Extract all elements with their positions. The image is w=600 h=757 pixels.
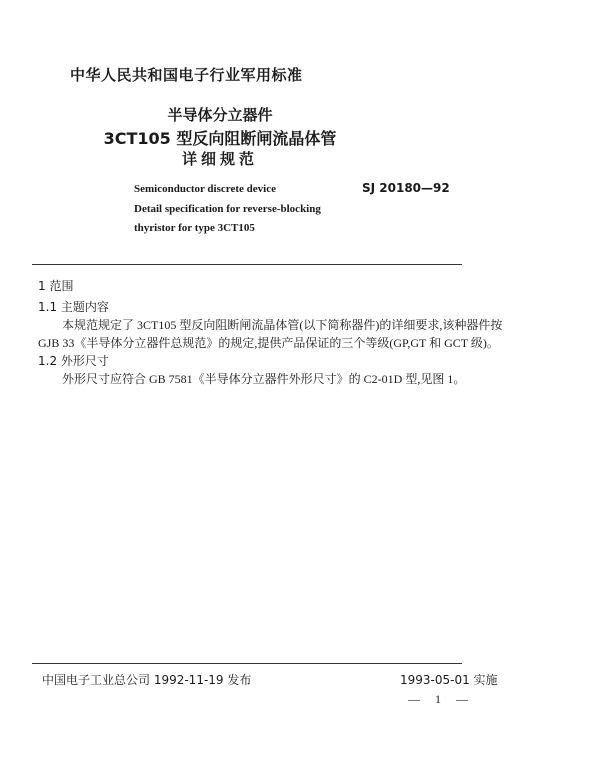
bottom-divider <box>32 663 462 664</box>
section-1-2-heading: 1.2 外形尺寸 <box>38 354 109 368</box>
standard-code: SJ 20180—92 <box>362 181 450 195</box>
section-1-heading: 1 范围 <box>38 279 74 293</box>
section-1-1-paragraph-line-2: GJB 33《半导体分立器件总规范》的规定,提供产品保证的三个等级(GP,GT 和 GCT 级)。 <box>38 336 499 350</box>
document-title-line-3: 详细规范 <box>181 150 258 168</box>
standard-category-title: 中华人民共和国电子行业军用标准 <box>70 66 303 84</box>
english-title-line-1: Semiconductor discrete device <box>134 183 276 195</box>
english-title-line-3: thyristor for type 3CT105 <box>134 222 255 234</box>
document-title-line-2: 3CT105 型反向阻断闸流晶体管 <box>103 129 337 148</box>
section-1-1-paragraph-line-1: 本规范规定了 3CT105 型反向阻断闸流晶体管(以下简称器件)的详细要求,该种器件按 <box>62 318 503 332</box>
document-title-line-1: 半导体分立器件 <box>167 106 273 124</box>
page-number: — 1 — <box>408 692 474 706</box>
effective-date: 1993-05-01 实施 <box>400 673 498 687</box>
issuer-and-release-date: 中国电子工业总公司 1992-11-19 发布 <box>42 673 252 687</box>
section-1-2-paragraph: 外形尺寸应符合 GB 7581《半导体分立器件外形尺寸》的 C2-01D 型,见图 1。 <box>62 372 466 386</box>
english-title-line-2: Detail specification for reverse-blocking <box>134 203 321 215</box>
section-1-1-heading: 1.1 主题内容 <box>38 300 109 314</box>
top-divider <box>32 264 462 265</box>
